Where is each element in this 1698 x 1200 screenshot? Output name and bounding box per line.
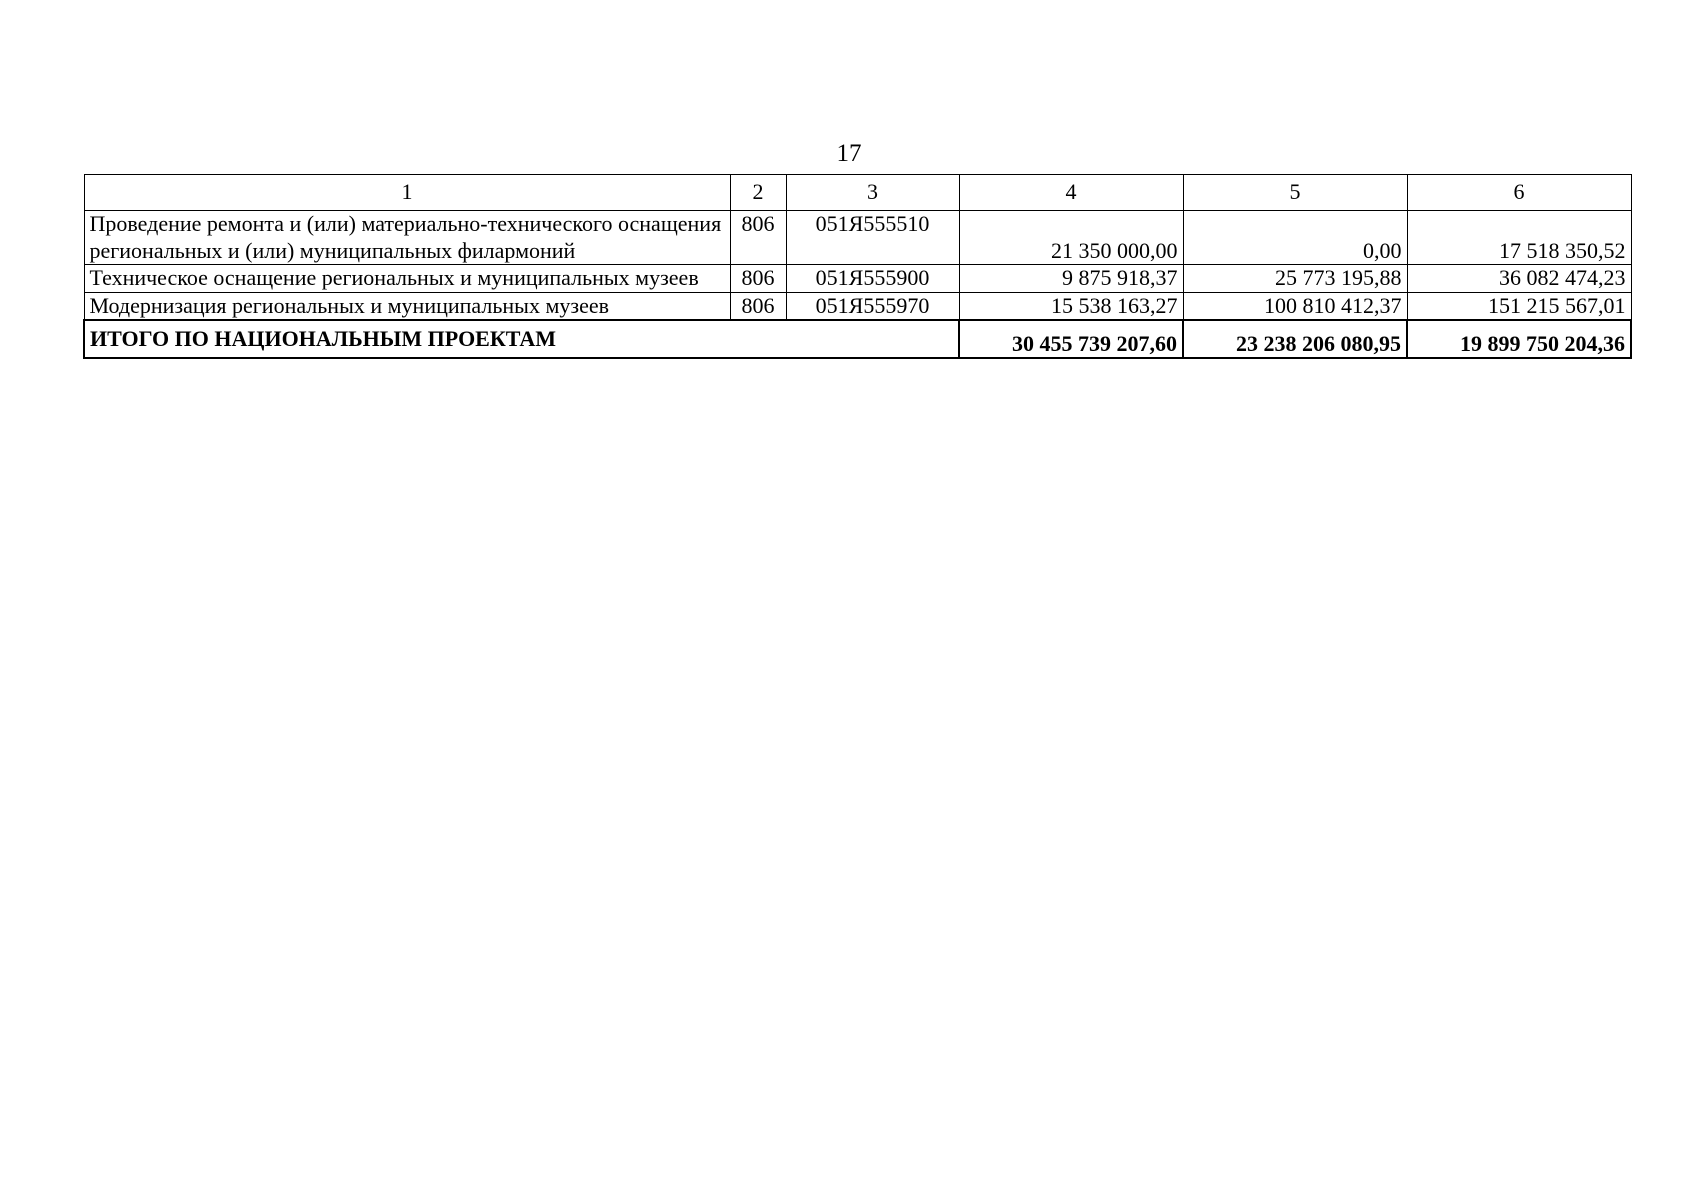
amount-cell: 25 773 195,88 xyxy=(1183,265,1407,293)
target-code: 051Я555970 xyxy=(786,292,959,320)
column-header: 4 xyxy=(959,175,1183,211)
column-header: 1 xyxy=(84,175,730,211)
row-name: Проведение ремонта и (или) материально-технического оснащения региональных и (или) муниципальных филармоний xyxy=(84,211,730,265)
table-row xyxy=(84,211,1631,265)
budget-table xyxy=(83,174,1632,359)
table-row xyxy=(84,265,1631,293)
amount-cell: 0,00 xyxy=(1183,211,1407,265)
amount-cell: 9 875 918,37 xyxy=(959,265,1183,293)
page-number: 17 xyxy=(836,140,862,167)
target-code: 051Я555510 xyxy=(786,211,959,265)
ministry-code: 806 xyxy=(730,211,786,265)
amount-cell: 21 350 000,00 xyxy=(959,211,1183,265)
amount-cell: 100 810 412,37 xyxy=(1183,292,1407,320)
row-name: Техническое оснащение региональных и муниципальных музеев xyxy=(84,265,730,293)
ministry-code: 806 xyxy=(730,265,786,293)
row-name: Модернизация региональных и муниципальных музеев xyxy=(84,292,730,320)
amount-cell: 151 215 567,01 xyxy=(1407,292,1631,320)
ministry-code: 806 xyxy=(730,292,786,320)
column-header: 3 xyxy=(786,175,959,211)
amount-cell: 15 538 163,27 xyxy=(959,292,1183,320)
column-header: 6 xyxy=(1407,175,1631,211)
total-label: ИТОГО ПО НАЦИОНАЛЬНЫМ ПРОЕКТАМ xyxy=(84,320,959,358)
column-number-row xyxy=(84,175,1631,211)
total-amount: 30 455 739 207,60 xyxy=(959,320,1183,358)
amount-cell: 17 518 350,52 xyxy=(1407,211,1631,265)
column-header: 5 xyxy=(1183,175,1407,211)
target-code: 051Я555900 xyxy=(786,265,959,293)
amount-cell: 36 082 474,23 xyxy=(1407,265,1631,293)
total-amount: 23 238 206 080,95 xyxy=(1183,320,1407,358)
total-amount: 19 899 750 204,36 xyxy=(1407,320,1631,358)
column-header: 2 xyxy=(730,175,786,211)
total-row xyxy=(84,320,1631,358)
table-row xyxy=(84,292,1631,320)
